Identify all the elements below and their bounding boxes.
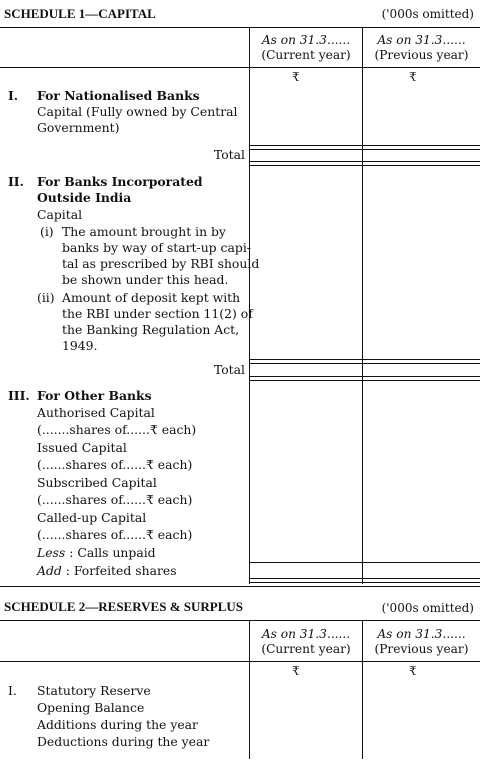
less-calls-unpaid <box>37 545 156 561</box>
schedule-1-top-rule <box>0 27 480 28</box>
schedule-2-current-year-header <box>250 627 362 657</box>
schedule-1-previous-year-header <box>363 33 480 63</box>
section-1-title: For Nationalised Banks <box>37 88 200 103</box>
item-i-line4: be shown under this head. <box>62 272 229 287</box>
schedule-2-previous-year-header <box>363 627 480 657</box>
current-year-header-line1: As on 31.3...... <box>261 33 351 47</box>
schedule-1-bottom-rule <box>0 586 480 587</box>
schedule-2-header-rule <box>0 661 480 662</box>
less-text: : Calls unpaid <box>69 545 156 560</box>
item-ii-number: (ii) <box>37 290 55 305</box>
section-3-total-rule <box>250 578 480 583</box>
schedule-1-omitted-note: ('000s omitted) <box>381 7 474 21</box>
subscribed-capital-label: Subscribed Capital <box>37 475 157 490</box>
item-i-line2: banks by way of start-up capi- <box>62 240 251 255</box>
section-1-capital-line1: Capital (Fully owned by Central <box>37 104 238 119</box>
section-2-capital-label: Capital <box>37 207 83 222</box>
additions-label: Additions during the year <box>37 717 198 732</box>
calledup-capital-label: Called-up Capital <box>37 510 147 525</box>
rupee-symbol-previous: ₹ <box>409 70 417 84</box>
schedule-1-header-rule <box>0 67 480 68</box>
section-1-total-rule-top <box>250 145 480 150</box>
issued-capital-label: Issued Capital <box>37 440 127 455</box>
item-i-line3: tal as prescribed by RBI should <box>62 256 260 271</box>
section-1-total-label: Total <box>213 147 245 162</box>
rupee-symbol-current: ₹ <box>292 70 300 84</box>
authorised-capital-label: Authorised Capital <box>37 405 155 420</box>
less-label: Less <box>37 545 66 560</box>
section-1-capital-line2: Government) <box>37 120 120 135</box>
current-year-header-line2: (Current year) <box>261 48 351 62</box>
s2-rupee-symbol-previous: ₹ <box>409 664 417 678</box>
item-ii-line1: Amount of deposit kept with <box>62 290 241 305</box>
section-3-title: For Other Banks <box>37 388 152 403</box>
add-forfeited-shares <box>37 563 177 579</box>
schedule-1-col-divider-right <box>362 28 363 584</box>
s2-current-year-header-line2: (Current year) <box>261 642 351 656</box>
s2-previous-year-header-line1: As on 31.3...... <box>377 627 466 641</box>
section-2-title-line2: Outside India <box>37 190 132 205</box>
s2-current-year-header-line1: As on 31.3...... <box>261 627 351 641</box>
add-label: Add <box>37 563 62 578</box>
item-i-line1: The amount brought in by <box>62 224 226 239</box>
item-ii-line2: the RBI under section 11(2) of <box>62 306 253 321</box>
s2-section-1-number: I. <box>8 683 17 698</box>
previous-year-header-line2: (Previous year) <box>374 48 469 62</box>
subscribed-shares-line: (......shares of......₹ each) <box>37 492 193 507</box>
section-3-number: III. <box>8 388 30 403</box>
section-2-total-label: Total <box>213 362 245 377</box>
schedule-1-current-year-header <box>250 33 362 63</box>
section-2-total-rule-bottom <box>250 376 480 381</box>
issued-shares-line: (......shares of......₹ each) <box>37 457 193 472</box>
previous-year-header-line1: As on 31.3...... <box>377 33 466 47</box>
item-i-number: (i) <box>40 224 54 239</box>
calledup-shares-line: (......shares of......₹ each) <box>37 527 193 542</box>
section-2-title-line1: For Banks Incorporated <box>37 174 203 189</box>
schedule-2-omitted-note: ('000s omitted) <box>381 601 474 615</box>
add-text: : Forfeited shares <box>65 563 177 578</box>
s2-rupee-symbol-current: ₹ <box>292 664 300 678</box>
item-ii-line4: 1949. <box>62 338 98 353</box>
section-1-total-rule-bottom <box>250 161 480 166</box>
section-3-subtotal-rule <box>250 562 480 563</box>
item-ii-line3: the Banking Regulation Act, <box>62 322 240 337</box>
section-2-total-rule-top <box>250 359 480 364</box>
section-2-number: II. <box>8 174 24 189</box>
statutory-reserve-label: Statutory Reserve <box>37 683 151 698</box>
schedule-1-title: SCHEDULE 1—CAPITAL <box>4 6 156 21</box>
schedule-2-title: SCHEDULE 2—RESERVES & SURPLUS <box>4 599 244 614</box>
deductions-label: Deductions during the year <box>37 734 210 749</box>
opening-balance-label: Opening Balance <box>37 700 145 715</box>
section-1-number: I. <box>8 88 19 103</box>
authorised-shares-line: (.......shares of......₹ each) <box>37 422 197 437</box>
schedule-2-top-rule <box>0 620 480 621</box>
s2-previous-year-header-line2: (Previous year) <box>374 642 469 656</box>
